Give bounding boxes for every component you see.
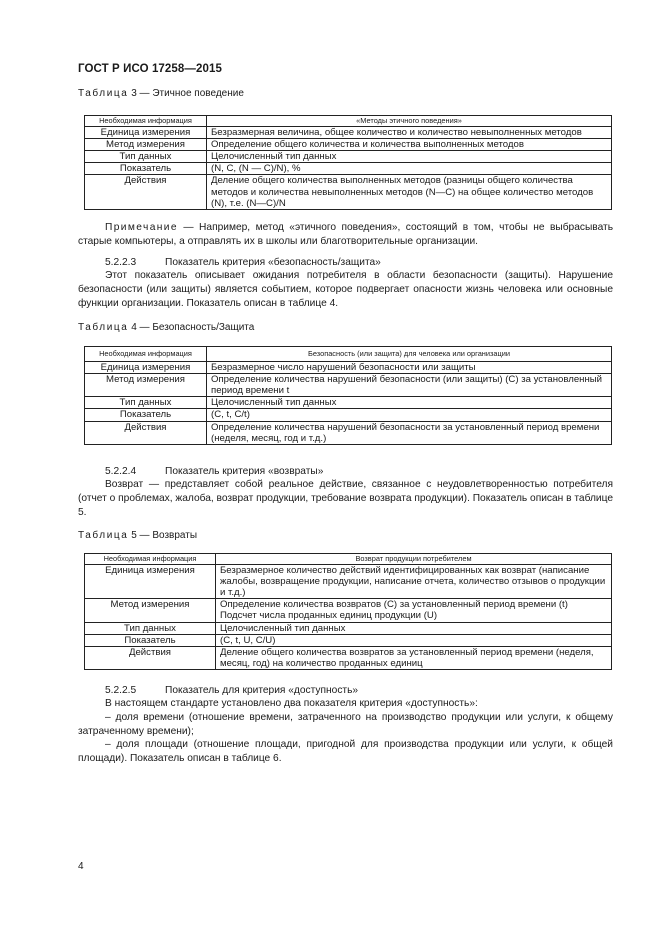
table-header-cell: Необходимая информация xyxy=(85,347,207,362)
table-cell-label: Единица измерения xyxy=(85,126,207,138)
table-cell-label: Показатель xyxy=(85,409,207,421)
document-header: ГОСТ Р ИСО 17258—2015 xyxy=(78,63,223,75)
table-row xyxy=(85,622,612,634)
section-heading-5-2-2-3 xyxy=(105,257,381,268)
table-cell-value: Целочисленный тип данных xyxy=(216,622,612,634)
page-number: 4 xyxy=(78,861,84,872)
section-number: 5.2.2.5 xyxy=(105,685,137,696)
table-header-cell: Необходимая информация xyxy=(85,554,216,565)
note-label: Примечание xyxy=(105,222,178,233)
table-cell-value: Безразмерная величина, общее количество и количество невыполненных методов xyxy=(207,126,612,138)
table-row xyxy=(85,646,612,669)
table-cell-label: Метод измерения xyxy=(85,138,207,150)
section-heading-5-2-2-4 xyxy=(105,466,323,477)
section-title: Показатель для критерия «доступность» xyxy=(165,685,359,696)
table-row xyxy=(85,175,612,210)
table4 xyxy=(84,346,612,445)
table-cell-label: Метод измерения xyxy=(85,599,216,622)
table-header-row xyxy=(85,554,612,565)
list-item: – доля времени (отношение времени, затраченного на производство продукции или услуги, к общему затраченному времени); xyxy=(78,712,613,737)
section-paragraph: Этот показатель описывает ожидания потребителя в области безопасности (защиты). Нарушение безопасности (или защиты) является событием, которое подвергает опасности жизнь человека или основные функции организации. Показатель описан в таблице 4. xyxy=(78,270,613,309)
table-cell-value: (C, t, U, C/U) xyxy=(216,634,612,646)
table5-caption xyxy=(78,530,197,541)
section-number: 5.2.2.4 xyxy=(105,466,137,477)
note-text: — Например, метод «этичного поведения», состоящий в том, чтобы не выбрасывать старые компьютеры, а отправлять их в школы или благотворительные организации. xyxy=(78,222,613,247)
table-cell-value: Деление общего количества выполненных методов (разницы общего количества методов и количества невыполненных методов (N—C) на общее количество методов (N), т.е. (N—C)/N xyxy=(207,175,612,210)
table-header-row xyxy=(85,116,612,127)
table-cell-value: Определение общего количества и количества выполненных методов xyxy=(207,138,612,150)
table3-caption-rest: 3 — Этичное поведение xyxy=(131,88,244,99)
table-cell-value: Целочисленный тип данных xyxy=(207,150,612,162)
list-item: – доля площади (отношение площади, пригодной для производства продукции или услуги, к общей площади). Показатель описан в таблице 6. xyxy=(78,739,613,764)
table-row xyxy=(85,599,612,622)
table-row xyxy=(85,361,612,373)
table-cell-label: Действия xyxy=(85,421,207,444)
table-cell-value: (C, t, C/t) xyxy=(207,409,612,421)
table4-caption xyxy=(78,322,254,333)
table5-caption-label: Таблица xyxy=(78,530,129,541)
table-header-cell: «Методы этичного поведения» xyxy=(207,116,612,127)
table-row xyxy=(85,163,612,175)
table-cell-value: Определение количества возвратов (C) за установленный период времени (t) Подсчет числа проданных единиц продукции (U) xyxy=(216,599,612,622)
table-cell-label: Показатель xyxy=(85,163,207,175)
table3-caption-label: Таблица xyxy=(78,88,129,99)
section-title: Показатель критерия «возвраты» xyxy=(165,466,324,477)
table-cell-label: Тип данных xyxy=(85,150,207,162)
table-cell-value: Определение количества нарушений безопасности за установленный период времени (неделя, месяц, год и т.д.) xyxy=(207,421,612,444)
table-row xyxy=(85,564,612,599)
table3 xyxy=(84,115,612,210)
table-row xyxy=(85,634,612,646)
table-header-cell: Возврат продукции потребителем xyxy=(216,554,612,565)
table3-caption xyxy=(78,88,244,99)
table-row xyxy=(85,150,612,162)
table-header-cell: Безопасность (или защита) для человека или организации xyxy=(207,347,612,362)
table-cell-value: Безразмерное число нарушений безопасности или защиты xyxy=(207,361,612,373)
table-cell-value: Безразмерное количество действий идентифицированных как возврат (написание жалобы, возвращение продукции, написание отчета, количество отзывов о продукции и т.д.) xyxy=(216,564,612,599)
table-row xyxy=(85,138,612,150)
table5-caption-rest: 5 — Возвраты xyxy=(131,530,198,541)
table-cell-label: Действия xyxy=(85,175,207,210)
table4-caption-label: Таблица xyxy=(78,322,129,333)
section-intro: В настоящем стандарте установлено два показателя критерия «доступность»: xyxy=(105,698,478,709)
table-row xyxy=(85,421,612,444)
table-cell-label: Тип данных xyxy=(85,622,216,634)
section-heading-5-2-2-5 xyxy=(105,685,358,696)
table-row xyxy=(85,126,612,138)
table-header-row xyxy=(85,347,612,362)
section-number: 5.2.2.3 xyxy=(105,257,137,268)
table-cell-label: Единица измерения xyxy=(85,361,207,373)
table-cell-value: (N, C, (N — C)/N), % xyxy=(207,163,612,175)
table-cell-label: Действия xyxy=(85,646,216,669)
table-cell-label: Показатель xyxy=(85,634,216,646)
table-cell-label: Единица измерения xyxy=(85,564,216,599)
section-title: Показатель критерия «безопасность/защита» xyxy=(165,257,381,268)
table5 xyxy=(84,553,612,670)
table-row xyxy=(85,397,612,409)
table-header-cell: Необходимая информация xyxy=(85,116,207,127)
table4-caption-rest: 4 — Безопасность/Защита xyxy=(131,322,255,333)
table-cell-value: Целочисленный тип данных xyxy=(207,397,612,409)
section-paragraph: Возврат — представляет собой реальное действие, связанное с неудовлетворенностью потребителя (отчет о проблемах, жалоба, возврат продукции, требование возврата продукции). Показатель описан в таблице 5. xyxy=(78,479,613,518)
table-row xyxy=(85,373,612,396)
table-cell-value: Деление общего количества возвратов за установленный период времени (неделя, месяц, год) на количество проданных единиц xyxy=(216,646,612,669)
note-paragraph xyxy=(78,221,613,249)
table-cell-label: Тип данных xyxy=(85,397,207,409)
table-row xyxy=(85,409,612,421)
table-cell-value: Определение количества нарушений безопасности (или защиты) (C) за установленный период времени t xyxy=(207,373,612,396)
table-cell-label: Метод измерения xyxy=(85,373,207,396)
